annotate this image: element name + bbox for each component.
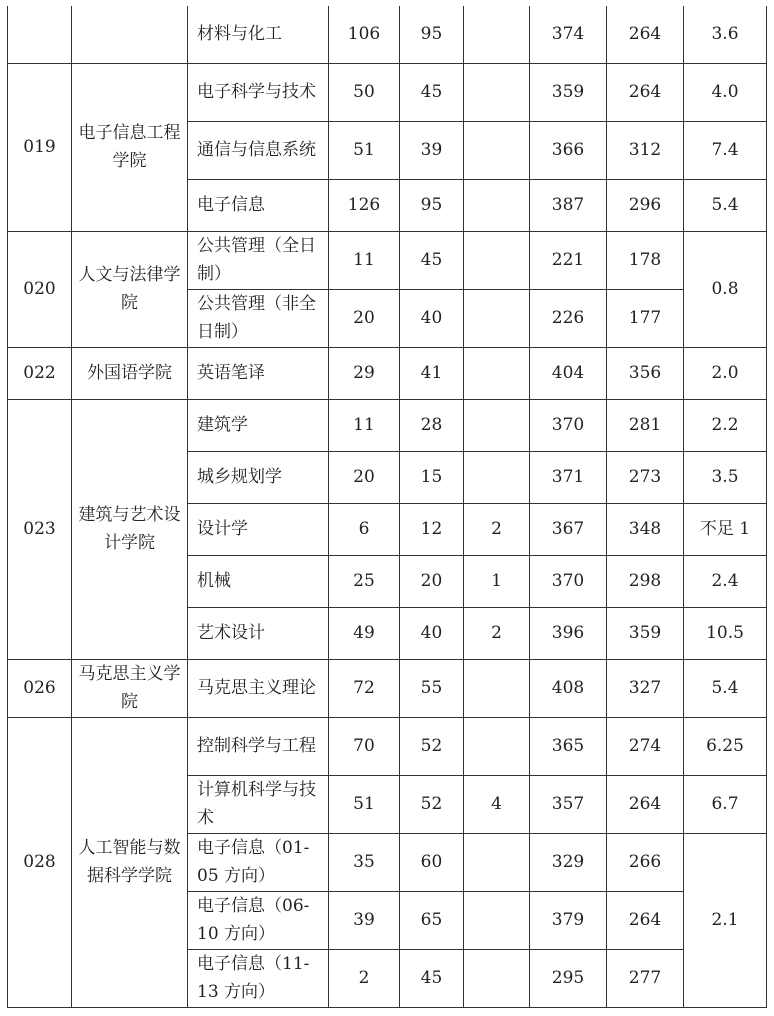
score-cell: 177 (607, 289, 684, 347)
major-cell: 电子信息（01-05 方向） (188, 833, 329, 891)
table-row (8, 231, 767, 289)
score-cell: 221 (530, 231, 607, 289)
score-cell: 371 (530, 451, 607, 503)
num-cell (464, 949, 530, 1007)
major-cell: 艺术设计 (188, 607, 329, 659)
ratio-cell: 4.0 (684, 63, 767, 121)
ratio-cell: 3.6 (684, 6, 767, 63)
num-cell: 95 (400, 6, 464, 63)
major-cell: 控制科学与工程 (188, 717, 329, 775)
num-cell: 106 (329, 6, 400, 63)
score-cell: 359 (607, 607, 684, 659)
college-cell: 人工智能与数据科学学院 (72, 717, 188, 1007)
num-cell: 39 (329, 891, 400, 949)
major-cell: 通信与信息系统 (188, 121, 329, 179)
major-cell: 电子信息（11-13 方向） (188, 949, 329, 1007)
score-cell: 264 (607, 891, 684, 949)
num-cell: 11 (329, 399, 400, 451)
score-cell: 273 (607, 451, 684, 503)
num-cell: 28 (400, 399, 464, 451)
code-cell: 026 (8, 659, 72, 717)
major-cell: 计算机科学与技术 (188, 775, 329, 833)
score-cell: 264 (607, 6, 684, 63)
num-cell: 11 (329, 231, 400, 289)
score-cell: 264 (607, 775, 684, 833)
num-cell (464, 891, 530, 949)
major-cell: 电子信息 (188, 179, 329, 231)
table-row (8, 347, 767, 399)
score-cell: 296 (607, 179, 684, 231)
ratio-cell: 不足 1 (684, 503, 767, 555)
num-cell: 95 (400, 179, 464, 231)
college-cell: 马克思主义学院 (72, 659, 188, 717)
num-cell: 29 (329, 347, 400, 399)
table-row (8, 6, 767, 63)
score-cell: 348 (607, 503, 684, 555)
score-cell: 264 (607, 63, 684, 121)
num-cell: 25 (329, 555, 400, 607)
score-cell: 226 (530, 289, 607, 347)
num-cell: 55 (400, 659, 464, 717)
num-cell (464, 451, 530, 503)
major-cell: 电子科学与技术 (188, 63, 329, 121)
num-cell: 39 (400, 121, 464, 179)
major-cell: 马克思主义理论 (188, 659, 329, 717)
num-cell: 20 (329, 289, 400, 347)
num-cell (464, 347, 530, 399)
score-cell: 396 (530, 607, 607, 659)
score-cell: 178 (607, 231, 684, 289)
num-cell: 41 (400, 347, 464, 399)
num-cell: 51 (329, 121, 400, 179)
ratio-cell: 5.4 (684, 179, 767, 231)
score-cell: 277 (607, 949, 684, 1007)
score-cell: 312 (607, 121, 684, 179)
num-cell: 1 (464, 555, 530, 607)
num-cell: 40 (400, 289, 464, 347)
num-cell: 35 (329, 833, 400, 891)
num-cell (464, 833, 530, 891)
major-cell: 设计学 (188, 503, 329, 555)
num-cell (464, 179, 530, 231)
document-page (7, 6, 767, 1008)
college-cell (72, 6, 188, 63)
score-cell: 329 (530, 833, 607, 891)
ratio-cell: 2.4 (684, 555, 767, 607)
num-cell (464, 231, 530, 289)
score-cell: 404 (530, 347, 607, 399)
major-cell: 材料与化工 (188, 6, 329, 63)
ratio-cell: 10.5 (684, 607, 767, 659)
num-cell: 2 (329, 949, 400, 1007)
score-cell: 281 (607, 399, 684, 451)
num-cell (464, 121, 530, 179)
code-cell: 023 (8, 399, 72, 659)
table-row (8, 659, 767, 717)
score-cell: 357 (530, 775, 607, 833)
ratio-cell: 3.5 (684, 451, 767, 503)
num-cell (464, 289, 530, 347)
num-cell (464, 399, 530, 451)
ratio-cell: 7.4 (684, 121, 767, 179)
major-cell: 机械 (188, 555, 329, 607)
score-cell: 367 (530, 503, 607, 555)
num-cell: 45 (400, 231, 464, 289)
major-cell: 公共管理（全日制） (188, 231, 329, 289)
score-cell: 298 (607, 555, 684, 607)
admission-table (7, 6, 767, 1008)
code-cell: 028 (8, 717, 72, 1007)
score-cell: 366 (530, 121, 607, 179)
num-cell: 65 (400, 891, 464, 949)
table-row (8, 399, 767, 451)
num-cell: 126 (329, 179, 400, 231)
num-cell (464, 63, 530, 121)
score-cell: 370 (530, 555, 607, 607)
score-cell: 266 (607, 833, 684, 891)
num-cell: 70 (329, 717, 400, 775)
college-cell: 人文与法律学院 (72, 231, 188, 347)
num-cell: 4 (464, 775, 530, 833)
ratio-cell: 0.8 (684, 231, 767, 347)
college-cell: 外国语学院 (72, 347, 188, 399)
num-cell: 45 (400, 949, 464, 1007)
major-cell: 建筑学 (188, 399, 329, 451)
num-cell: 20 (329, 451, 400, 503)
num-cell: 51 (329, 775, 400, 833)
score-cell: 408 (530, 659, 607, 717)
num-cell: 2 (464, 503, 530, 555)
num-cell: 50 (329, 63, 400, 121)
score-cell: 356 (607, 347, 684, 399)
num-cell: 49 (329, 607, 400, 659)
num-cell: 12 (400, 503, 464, 555)
score-cell: 387 (530, 179, 607, 231)
ratio-cell: 5.4 (684, 659, 767, 717)
score-cell: 370 (530, 399, 607, 451)
num-cell (464, 6, 530, 63)
major-cell: 电子信息（06-10 方向） (188, 891, 329, 949)
score-cell: 359 (530, 63, 607, 121)
ratio-cell: 2.2 (684, 399, 767, 451)
num-cell: 72 (329, 659, 400, 717)
score-cell: 374 (530, 6, 607, 63)
major-cell: 公共管理（非全日制） (188, 289, 329, 347)
college-cell: 电子信息工程学院 (72, 63, 188, 231)
num-cell: 45 (400, 63, 464, 121)
college-cell: 建筑与艺术设计学院 (72, 399, 188, 659)
ratio-cell: 2.0 (684, 347, 767, 399)
code-cell: 019 (8, 63, 72, 231)
table-row (8, 717, 767, 775)
num-cell (464, 659, 530, 717)
num-cell: 52 (400, 775, 464, 833)
num-cell: 60 (400, 833, 464, 891)
score-cell: 274 (607, 717, 684, 775)
score-cell: 327 (607, 659, 684, 717)
num-cell: 40 (400, 607, 464, 659)
num-cell (464, 717, 530, 775)
num-cell: 2 (464, 607, 530, 659)
table-row (8, 63, 767, 121)
ratio-cell: 6.25 (684, 717, 767, 775)
score-cell: 365 (530, 717, 607, 775)
code-cell: 022 (8, 347, 72, 399)
num-cell: 52 (400, 717, 464, 775)
score-cell: 379 (530, 891, 607, 949)
major-cell: 城乡规划学 (188, 451, 329, 503)
score-cell: 295 (530, 949, 607, 1007)
num-cell: 20 (400, 555, 464, 607)
code-cell (8, 6, 72, 63)
ratio-cell: 6.7 (684, 775, 767, 833)
major-cell: 英语笔译 (188, 347, 329, 399)
ratio-cell: 2.1 (684, 833, 767, 1007)
num-cell: 6 (329, 503, 400, 555)
code-cell: 020 (8, 231, 72, 347)
num-cell: 15 (400, 451, 464, 503)
